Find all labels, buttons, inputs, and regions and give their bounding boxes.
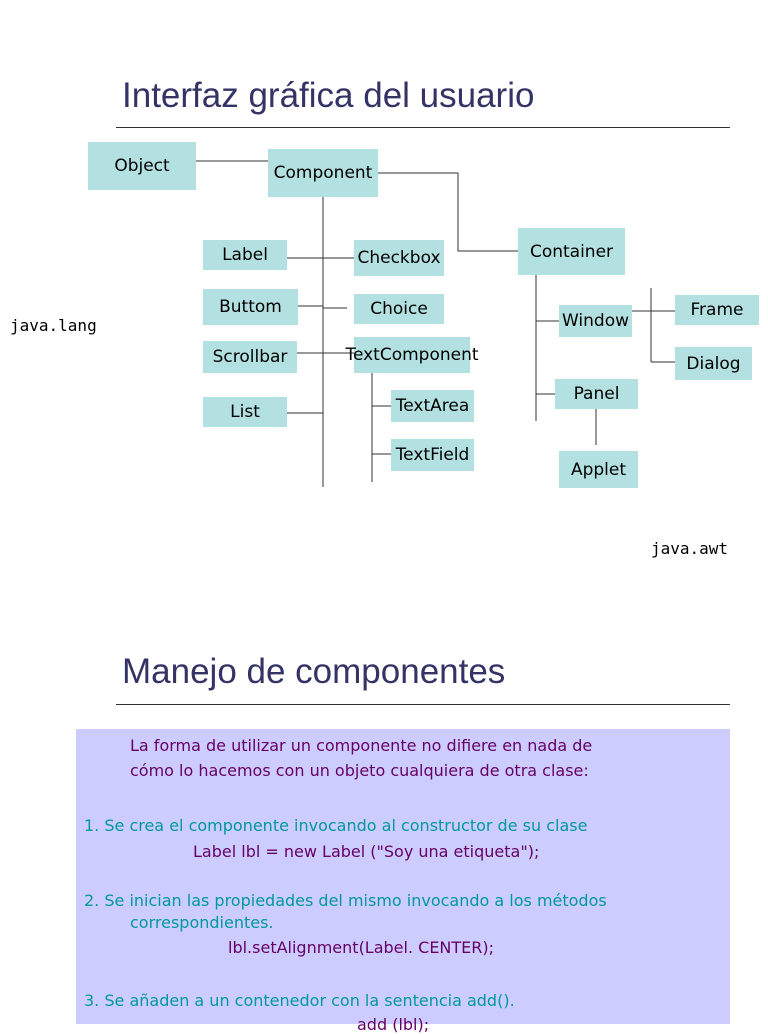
node-textfield: TextField bbox=[391, 439, 474, 471]
intro-line-2: cómo lo hacemos con un objeto cualquiera de otra clase: bbox=[130, 761, 589, 780]
node-container: Container bbox=[518, 228, 625, 275]
intro-line-1: La forma de utilizar un componente no difiere en nada de bbox=[130, 736, 593, 755]
node-label: Label bbox=[203, 240, 287, 270]
node-buttom: Buttom bbox=[203, 289, 298, 325]
slide-title: Interfaz gráfica del usuario bbox=[122, 76, 535, 115]
slide-title-2: Manejo de componentes bbox=[122, 652, 506, 691]
node-panel: Panel bbox=[555, 379, 638, 409]
node-scrollbar: Scrollbar bbox=[203, 341, 297, 373]
step-1-text: 1. Se crea el componente invocando al constructor de su clase bbox=[84, 816, 588, 835]
node-checkbox: Checkbox bbox=[354, 240, 444, 276]
title-rule-2 bbox=[116, 704, 730, 705]
node-textarea: TextArea bbox=[391, 390, 474, 422]
package-label-java-awt: java.awt bbox=[651, 539, 729, 558]
step-1-code: Label lbl = new Label ("Soy una etiqueta"); bbox=[193, 842, 540, 861]
step-3-code: add (lbl); bbox=[357, 1015, 430, 1034]
step-2-text-cont: correspondientes. bbox=[130, 913, 274, 932]
node-dialog: Dialog bbox=[675, 347, 752, 380]
step-2-text: 2. Se inician las propiedades del mismo invocando a los métodos bbox=[84, 891, 607, 910]
node-textcomponent: TextComponent bbox=[354, 337, 470, 373]
node-applet: Applet bbox=[559, 451, 638, 488]
node-component: Component bbox=[268, 149, 378, 197]
node-choice: Choice bbox=[354, 294, 444, 324]
step-2-code: lbl.setAlignment(Label. CENTER); bbox=[228, 938, 495, 957]
step-3-text: 3. Se añaden a un contenedor con la sentencia add(). bbox=[84, 991, 515, 1010]
node-list: List bbox=[203, 397, 287, 427]
node-window: Window bbox=[559, 305, 632, 337]
node-frame: Frame bbox=[675, 295, 759, 325]
package-label-java-lang: java.lang bbox=[10, 316, 97, 335]
node-object: Object bbox=[88, 142, 196, 190]
